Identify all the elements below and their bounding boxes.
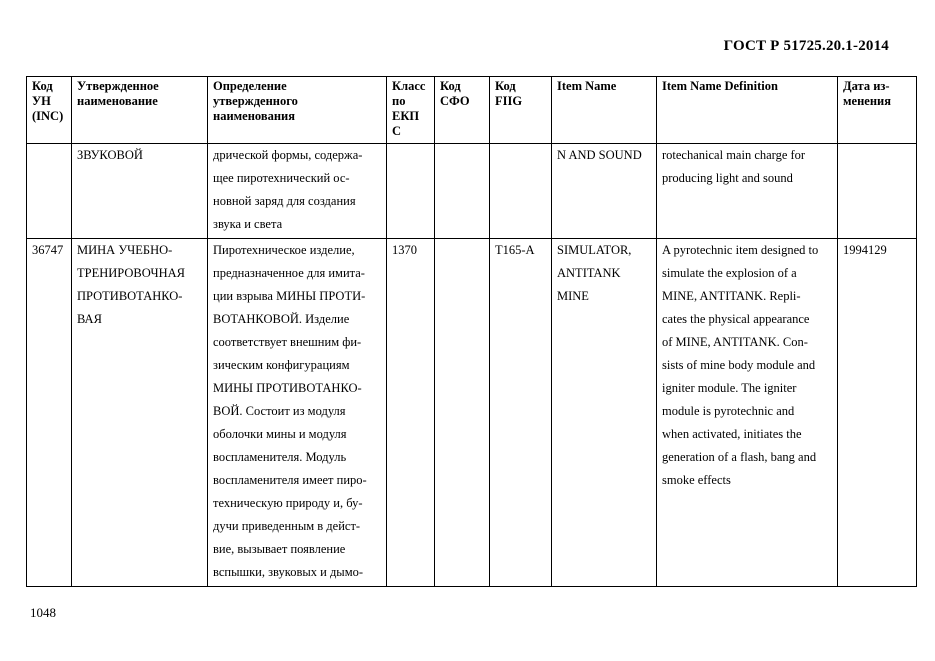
item-name-cell bbox=[552, 239, 657, 587]
cell-line: ПРОТИВОТАНКО- bbox=[77, 289, 183, 303]
header-line: наименование bbox=[77, 94, 158, 108]
header-line: наименования bbox=[213, 109, 296, 123]
header-line: Код bbox=[495, 79, 516, 93]
header-row bbox=[27, 77, 917, 144]
cell-line: дрической формы, содержа- bbox=[213, 148, 363, 162]
cell-line: Пиротехническое изделие, bbox=[213, 243, 355, 257]
sfo-cell bbox=[435, 144, 490, 239]
item-definition-cell bbox=[657, 144, 838, 239]
cell-line: воспламенителя имеет пиро- bbox=[213, 473, 367, 487]
header-line: Определение bbox=[213, 79, 287, 93]
cell-line: of MINE, ANTITANK. Con- bbox=[662, 335, 808, 349]
cell-line: дучи приведенным в дейст- bbox=[213, 519, 361, 533]
header-line: Item Name bbox=[557, 79, 617, 93]
cell-line: SIMULATOR, bbox=[557, 243, 632, 257]
cell-line: ВОЙ. Состоит из модуля bbox=[213, 404, 346, 418]
table-row bbox=[27, 144, 917, 239]
sfo-cell bbox=[435, 239, 490, 587]
cell-line: ВОТАНКОВОЙ. Изделие bbox=[213, 312, 350, 326]
col-fiig-header bbox=[490, 77, 552, 144]
cell-line: ANTITANK bbox=[557, 266, 621, 280]
class-cell bbox=[387, 144, 435, 239]
col-definition-header bbox=[208, 77, 387, 144]
cell-line: техническую природу и, бу- bbox=[213, 496, 363, 510]
cell-line: sists of mine body module and bbox=[662, 358, 816, 372]
cell-line: igniter module. The igniter bbox=[662, 381, 797, 395]
col-item-definition-header bbox=[657, 77, 838, 144]
definition-cell bbox=[208, 144, 387, 239]
cell-line: ЗВУКОВОЙ bbox=[77, 148, 143, 162]
header-line: Класс bbox=[392, 79, 426, 93]
cell-line: A pyrotechnic item designed to bbox=[662, 243, 819, 257]
document-standard-number: ГОСТ Р 51725.20.1-2014 bbox=[723, 38, 889, 54]
col-change-date-header bbox=[838, 77, 917, 144]
col-class-header bbox=[387, 77, 435, 144]
item-name-cell bbox=[552, 144, 657, 239]
cell-line: N AND SOUND bbox=[557, 148, 642, 162]
header-line: менения bbox=[843, 94, 891, 108]
cell-line: smoke effects bbox=[662, 473, 731, 487]
cell-line: MINE, ANTITANK. Repli- bbox=[662, 289, 801, 303]
col-sfo-header bbox=[435, 77, 490, 144]
cell-line: producing light and sound bbox=[662, 171, 793, 185]
class-cell: 1370 bbox=[387, 239, 435, 587]
header-line: Item Name Definition bbox=[662, 79, 778, 93]
cell-line: МИНА УЧЕБНО- bbox=[77, 243, 173, 257]
fiig-cell bbox=[490, 144, 552, 239]
cell-line: cates the physical appearance bbox=[662, 312, 810, 326]
approved-name-cell bbox=[72, 144, 208, 239]
cell-line: звука и света bbox=[213, 217, 283, 231]
change-date-cell: 1994129 bbox=[838, 239, 917, 587]
header-line: (INC) bbox=[32, 109, 64, 123]
fiig-cell: T165-A bbox=[490, 239, 552, 587]
col-approved-name-header bbox=[72, 77, 208, 144]
cell-line: MINE bbox=[557, 289, 589, 303]
table-header bbox=[27, 77, 917, 144]
header-line: FIIG bbox=[495, 94, 523, 108]
cell-line: ВАЯ bbox=[77, 312, 102, 326]
cell-line: ции взрыва МИНЫ ПРОТИ- bbox=[213, 289, 366, 303]
col-item-name-header bbox=[552, 77, 657, 144]
header-line: по bbox=[392, 94, 406, 108]
cell-line: зическим конфигурациям bbox=[213, 358, 350, 372]
cell-line: module is pyrotechnic and bbox=[662, 404, 795, 418]
header-line: УН bbox=[32, 94, 51, 108]
table-body bbox=[27, 144, 917, 587]
change-date-cell bbox=[838, 144, 917, 239]
cell-line: соответствует внешним фи- bbox=[213, 335, 362, 349]
specification-table bbox=[26, 76, 917, 587]
inc-cell bbox=[27, 144, 72, 239]
inc-cell: 36747 bbox=[27, 239, 72, 587]
header-line: ЕКП bbox=[392, 109, 420, 123]
header-line: Утвержденное bbox=[77, 79, 159, 93]
item-definition-cell bbox=[657, 239, 838, 587]
col-inc-header bbox=[27, 77, 72, 144]
cell-line: вие, вызывает появление bbox=[213, 542, 346, 556]
page-number: 1048 bbox=[30, 605, 56, 620]
definition-cell bbox=[208, 239, 387, 587]
cell-line: щее пиротехнический ос- bbox=[213, 171, 350, 185]
cell-line: вспышки, звуковых и дымо- bbox=[213, 565, 364, 579]
cell-line: when activated, initiates the bbox=[662, 427, 802, 441]
approved-name-cell bbox=[72, 239, 208, 587]
header-line: утвержденного bbox=[213, 94, 298, 108]
cell-line: новной заряд для создания bbox=[213, 194, 356, 208]
header-line: СФО bbox=[440, 94, 470, 108]
cell-line: оболочки мины и модуля bbox=[213, 427, 347, 441]
header-line: Код bbox=[32, 79, 53, 93]
cell-line: предназначенное для имита- bbox=[213, 266, 365, 280]
cell-line: simulate the explosion of a bbox=[662, 266, 797, 280]
cell-line: ТРЕНИРОВОЧНАЯ bbox=[77, 266, 185, 280]
table-row bbox=[27, 239, 917, 587]
header-line: Дата из- bbox=[843, 79, 890, 93]
header-line: Код bbox=[440, 79, 461, 93]
cell-line: МИНЫ ПРОТИВОТАНКО- bbox=[213, 381, 362, 395]
cell-line: generation of a flash, bang and bbox=[662, 450, 817, 464]
cell-line: воспламенителя. Модуль bbox=[213, 450, 347, 464]
header-line: С bbox=[392, 124, 402, 138]
cell-line: rotechanical main charge for bbox=[662, 148, 806, 162]
